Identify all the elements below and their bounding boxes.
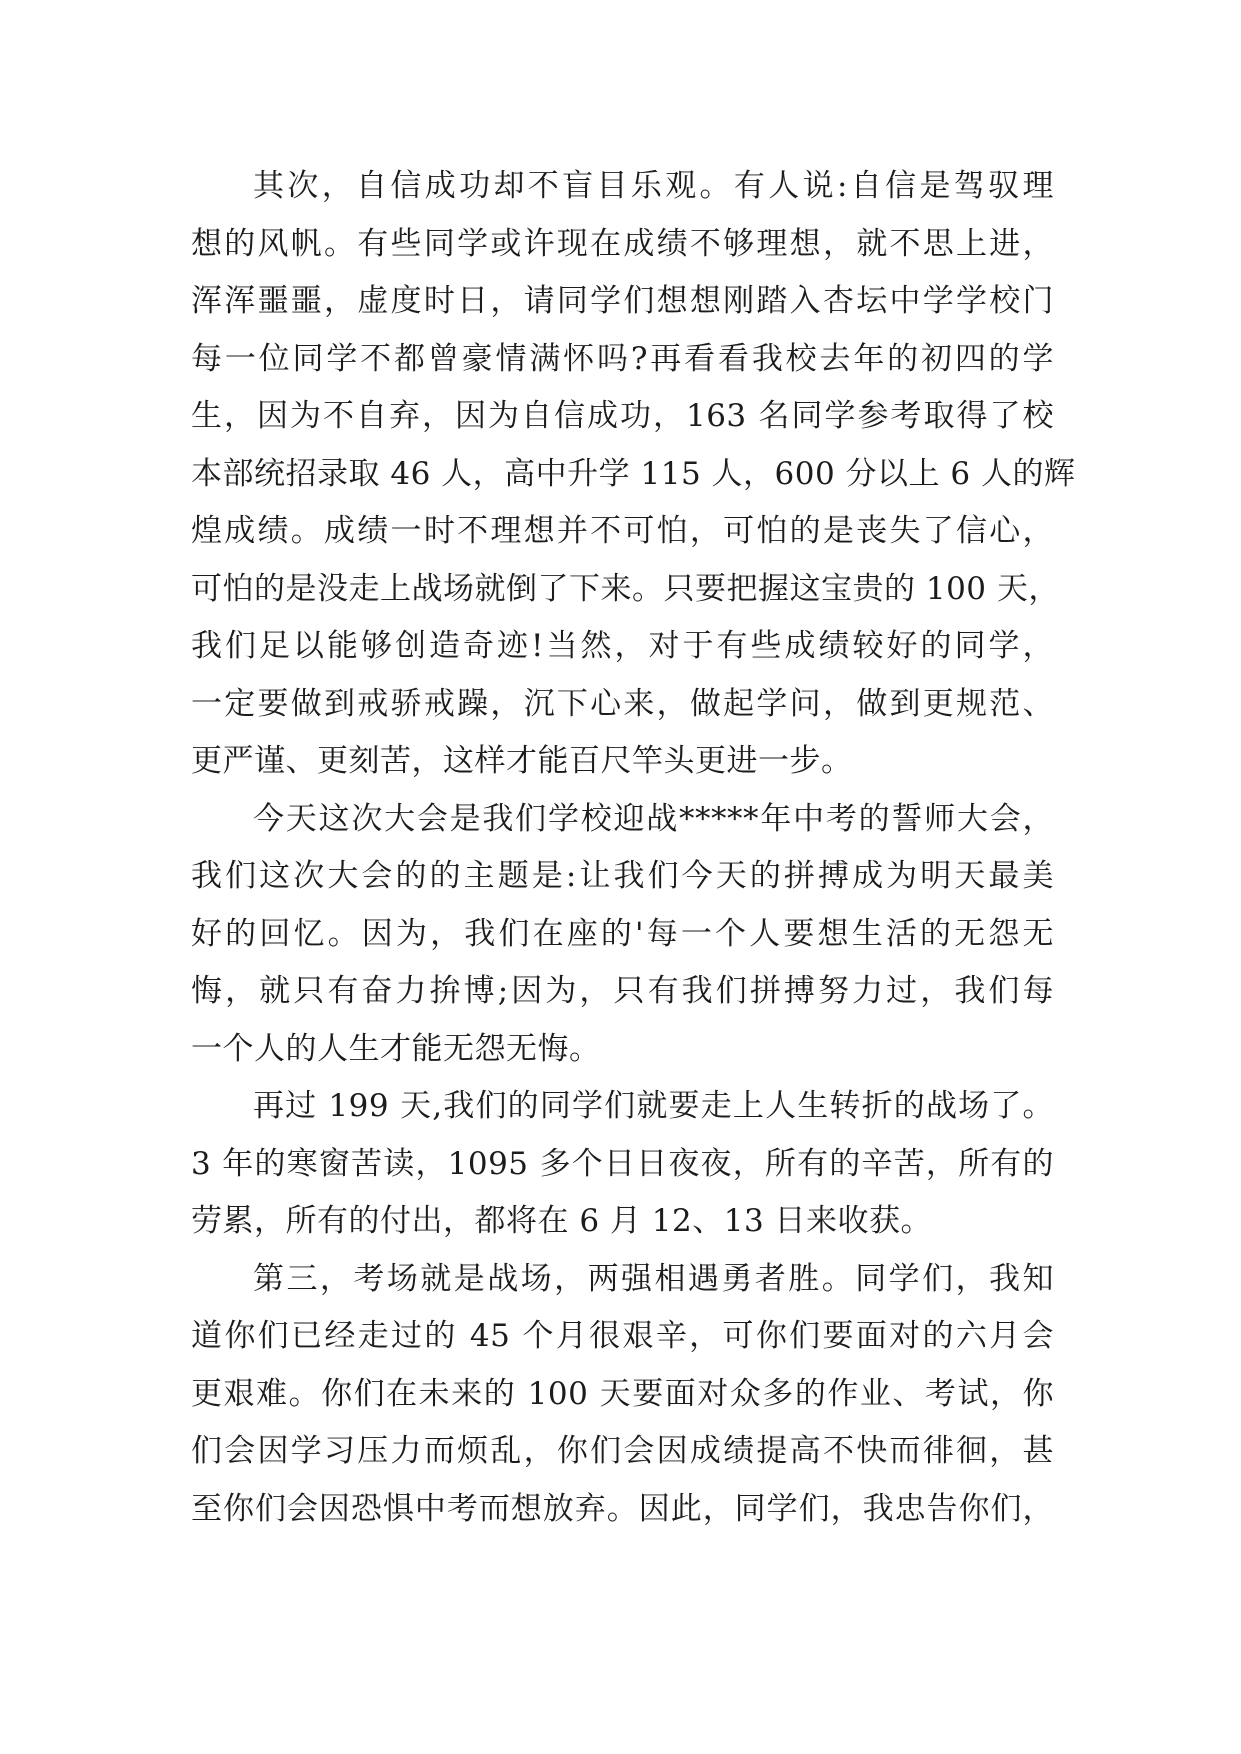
text-line: 再过 199 天,我们的同学们就要走上人生转折的战场了。 [253,1088,1054,1124]
paragraph-countdown [191,1078,1054,1251]
paragraph-rally-theme [191,791,1054,1079]
text-line: 更艰难。你们在未来的 100 天要面对众多的作业、考试，你 [191,1375,1054,1412]
text-line: 其次，自信成功却不盲目乐观。有人说:自信是驾驭理 [253,168,1054,204]
text-line: 悔，就只有奋力拚博;因为，只有我们拼搏努力过，我们每 [191,973,1054,1009]
text-line: 生，因为不自弃，因为自信成功，163 名同学参考取得了校 [191,398,1054,434]
text-line: 劳累，所有的付出，都将在 6 月 12、13 日来收获。 [191,1203,933,1239]
text-line: 一定要做到戒骄戒躁，沉下心来，做起学问，做到更规范、 [191,685,1054,722]
text-line: 本部统招录取 46 人，高中升学 115 人，600 分以上 6 人的辉 [191,455,1076,492]
text-line: 至你们会因恐惧中考而想放弃。因此，同学们，我忠告你们， [191,1490,1054,1527]
text-line: 3 年的寒窗苦读，1095 多个日日夜夜，所有的辛苦，所有的 [191,1145,1054,1182]
text-line: 第三，考场就是战场，两强相遇勇者胜。同学们，我知 [253,1260,1054,1297]
text-line: 煌成绩。成绩一时不理想并不可怕，可怕的是丧失了信心， [191,513,1054,549]
text-line: 道你们已经走过的 45 个月很艰辛，可你们要面对的六月会 [191,1318,1054,1354]
text-line: 一个人的人生才能无怨无悔。 [191,1030,601,1067]
text-line: 想的风帆。有些同学或许现在成绩不够理想，就不思上进， [191,225,1054,262]
text-line: 我们足以能够创造奇迹!当然，对于有些成绩较好的同学， [191,628,1054,664]
text-line: 们会因学习压力而烦乱，你们会因成绩提高不快而徘徊，甚 [191,1433,1054,1469]
document-body [191,158,1076,1538]
text-line: 今天这次大会是我们学校迎战*****年中考的誓师大会， [253,800,1054,837]
paragraph-exam-battlefield [191,1251,1054,1539]
text-line: 浑浑噩噩，虚度时日，请同学们想想刚踏入杏坛中学学校门 [191,283,1054,319]
paragraph-self-confidence [191,158,1076,791]
text-line: 可怕的是没走上战场就倒了下来。只要把握这宝贵的 100 天， [191,570,1060,607]
text-line: 每一位同学不都曾豪情满怀吗?再看看我校去年的初四的学 [191,340,1054,377]
text-line: 我们这次大会的的主题是:让我们今天的拼搏成为明天最美 [191,858,1054,894]
text-line: 更严谨、更刻苦，这样才能百尺竿头更进一步。 [191,743,853,779]
text-line: 好的回忆。因为，我们在座的'每一个人要想生活的无怨无 [191,915,1054,952]
